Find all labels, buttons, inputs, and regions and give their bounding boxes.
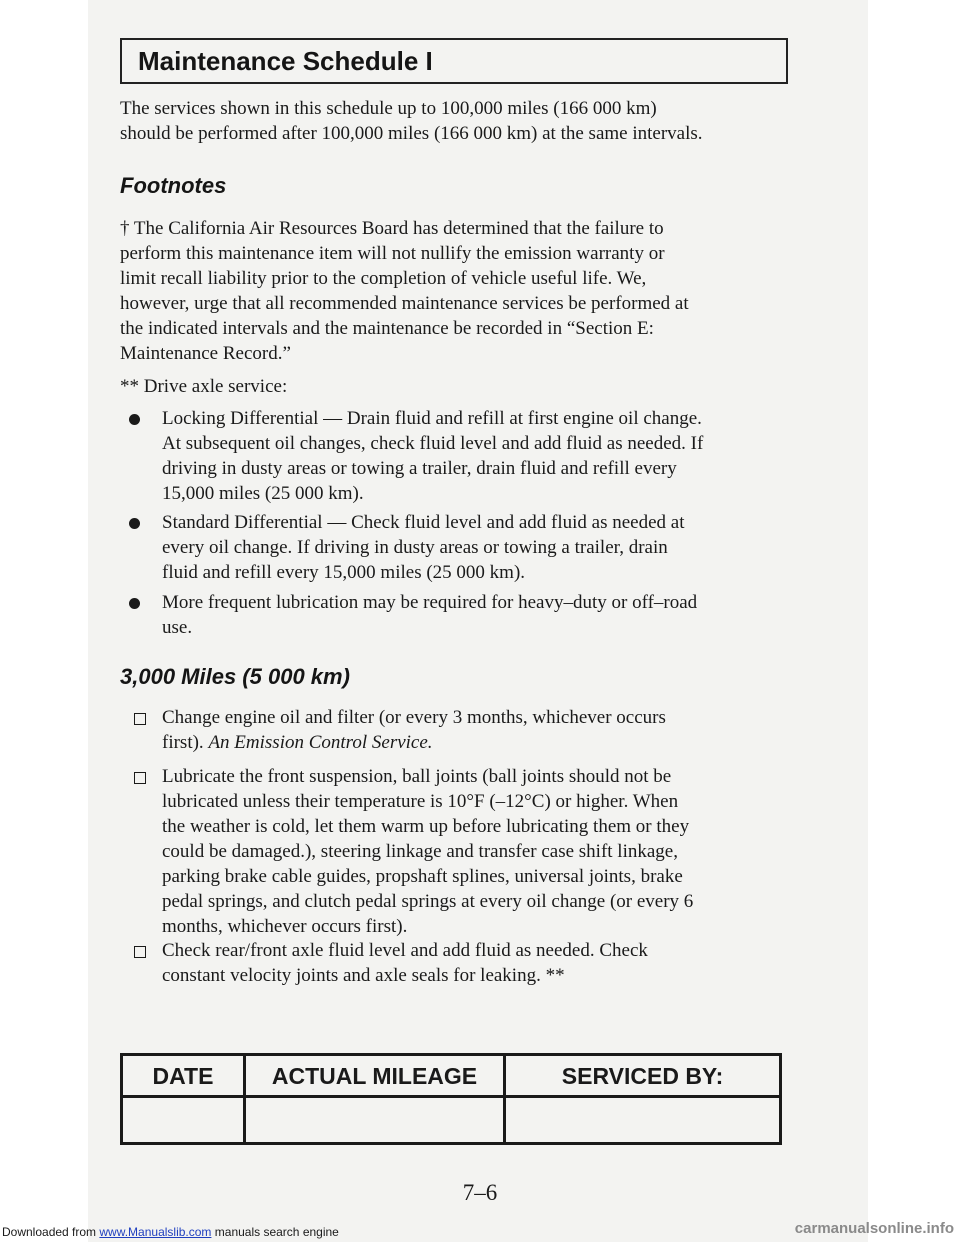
checklist-line: months, whichever occurs first). (162, 916, 408, 937)
intro-line-1: The services shown in this schedule up to 100,000 miles (166 000 km) (120, 98, 657, 119)
dagger-note-line: however, urge that all recommended maintenance services be performed at (120, 293, 689, 314)
checklist-line: could be damaged.), steering linkage and transfer case shift linkage, (162, 841, 678, 862)
manualslib-link[interactable]: www.Manualslib.com (99, 1225, 212, 1239)
table-divider (243, 1056, 246, 1142)
checklist-item-oil-change (162, 705, 666, 755)
interval-heading: 3,000 Miles (5 000 km) (120, 664, 350, 689)
dagger-note-line: limit recall liability prior to the completion of vehicle useful life. We, (120, 268, 647, 289)
bullet-item-locking-differential (162, 406, 703, 506)
download-footer (2, 1225, 339, 1239)
dagger-note-line: Maintenance Record.” (120, 343, 291, 364)
dagger-note-line: † The California Air Resources Board has determined that the failure to (120, 218, 664, 239)
page-number: 7–6 (462, 1180, 498, 1205)
bullet-line: every oil change. If driving in dusty areas or towing a trailer, drain (162, 537, 668, 558)
dagger-note-line: the indicated intervals and the maintenance be recorded in “Section E: (120, 318, 654, 339)
checklist-item-axle-fluid (162, 938, 648, 988)
bullet-line: use. (162, 617, 193, 638)
section-header-box (120, 38, 788, 84)
bullet-line: More frequent lubrication may be required for heavy–duty or off–road (162, 592, 698, 613)
checklist-line: pedal springs, and clutch pedal springs at every oil change (or every 6 (162, 891, 694, 912)
column-header-serviced-by: SERVICED BY: (561, 1063, 724, 1089)
emission-control-note: An Emission Control Service. (208, 732, 433, 753)
table-divider (503, 1056, 506, 1142)
bullet-line: Locking Differential — Drain fluid and refill at first engine oil change. (162, 408, 702, 429)
dagger-note-line: perform this maintenance item will not nullify the emission warranty or (120, 243, 665, 264)
page-title: Maintenance Schedule I (138, 46, 433, 76)
bullet-line: At subsequent oil changes, check fluid level and add fluid as needed. If (162, 433, 704, 454)
column-header-actual-mileage: ACTUAL MILEAGE (271, 1063, 478, 1089)
checkbox-icon (134, 772, 146, 784)
bullet-line: 15,000 miles (25 000 km). (162, 483, 364, 504)
checklist-text: first). (162, 732, 209, 753)
intro-line-2: should be performed after 100,000 miles (166 000 km) at the same intervals. (120, 123, 703, 144)
checklist-line (162, 730, 666, 755)
footer-suffix: manuals search engine (211, 1225, 339, 1239)
footer-prefix: Downloaded from (2, 1225, 100, 1239)
drive-axle-intro: ** Drive axle service: (120, 376, 288, 397)
checklist-line: Change engine oil and filter (or every 3 months, whichever occurs (162, 707, 666, 728)
checkbox-icon (134, 946, 146, 958)
checklist-line: Check rear/front axle fluid level and add fluid as needed. Check (162, 940, 648, 961)
checklist-line: parking brake cable guides, propshaft splines, universal joints, brake (162, 866, 683, 887)
bullet-item-lubrication (162, 590, 697, 640)
bullet-line: fluid and refill every 15,000 miles (25 000 km). (162, 562, 526, 583)
footnotes-heading: Footnotes (120, 173, 227, 198)
maintenance-record-table (120, 1053, 782, 1145)
bullet-dot-icon (129, 414, 140, 425)
record-table-header (123, 1056, 779, 1098)
checkbox-icon (134, 713, 146, 725)
checklist-line: Lubricate the front suspension, ball joints (ball joints should not be (162, 766, 672, 787)
column-header-date: DATE (152, 1063, 214, 1089)
watermark: carmanualsonline.info (794, 1220, 954, 1237)
bullet-line: Standard Differential — Check fluid level and add fluid as needed at (162, 512, 685, 533)
checklist-item-lubricate (162, 764, 693, 939)
checklist-line: the weather is cold, let them warm up before lubricating them or they (162, 816, 690, 837)
bullet-dot-icon (129, 518, 140, 529)
checklist-line: constant velocity joints and axle seals for leaking. ** (162, 965, 565, 986)
bullet-line: driving in dusty areas or towing a trailer, drain fluid and refill every (162, 458, 677, 479)
checklist-line: lubricated unless their temperature is 10°F (–12°C) or higher. When (162, 791, 679, 812)
bullet-dot-icon (129, 598, 140, 609)
bullet-item-standard-differential (162, 510, 685, 585)
